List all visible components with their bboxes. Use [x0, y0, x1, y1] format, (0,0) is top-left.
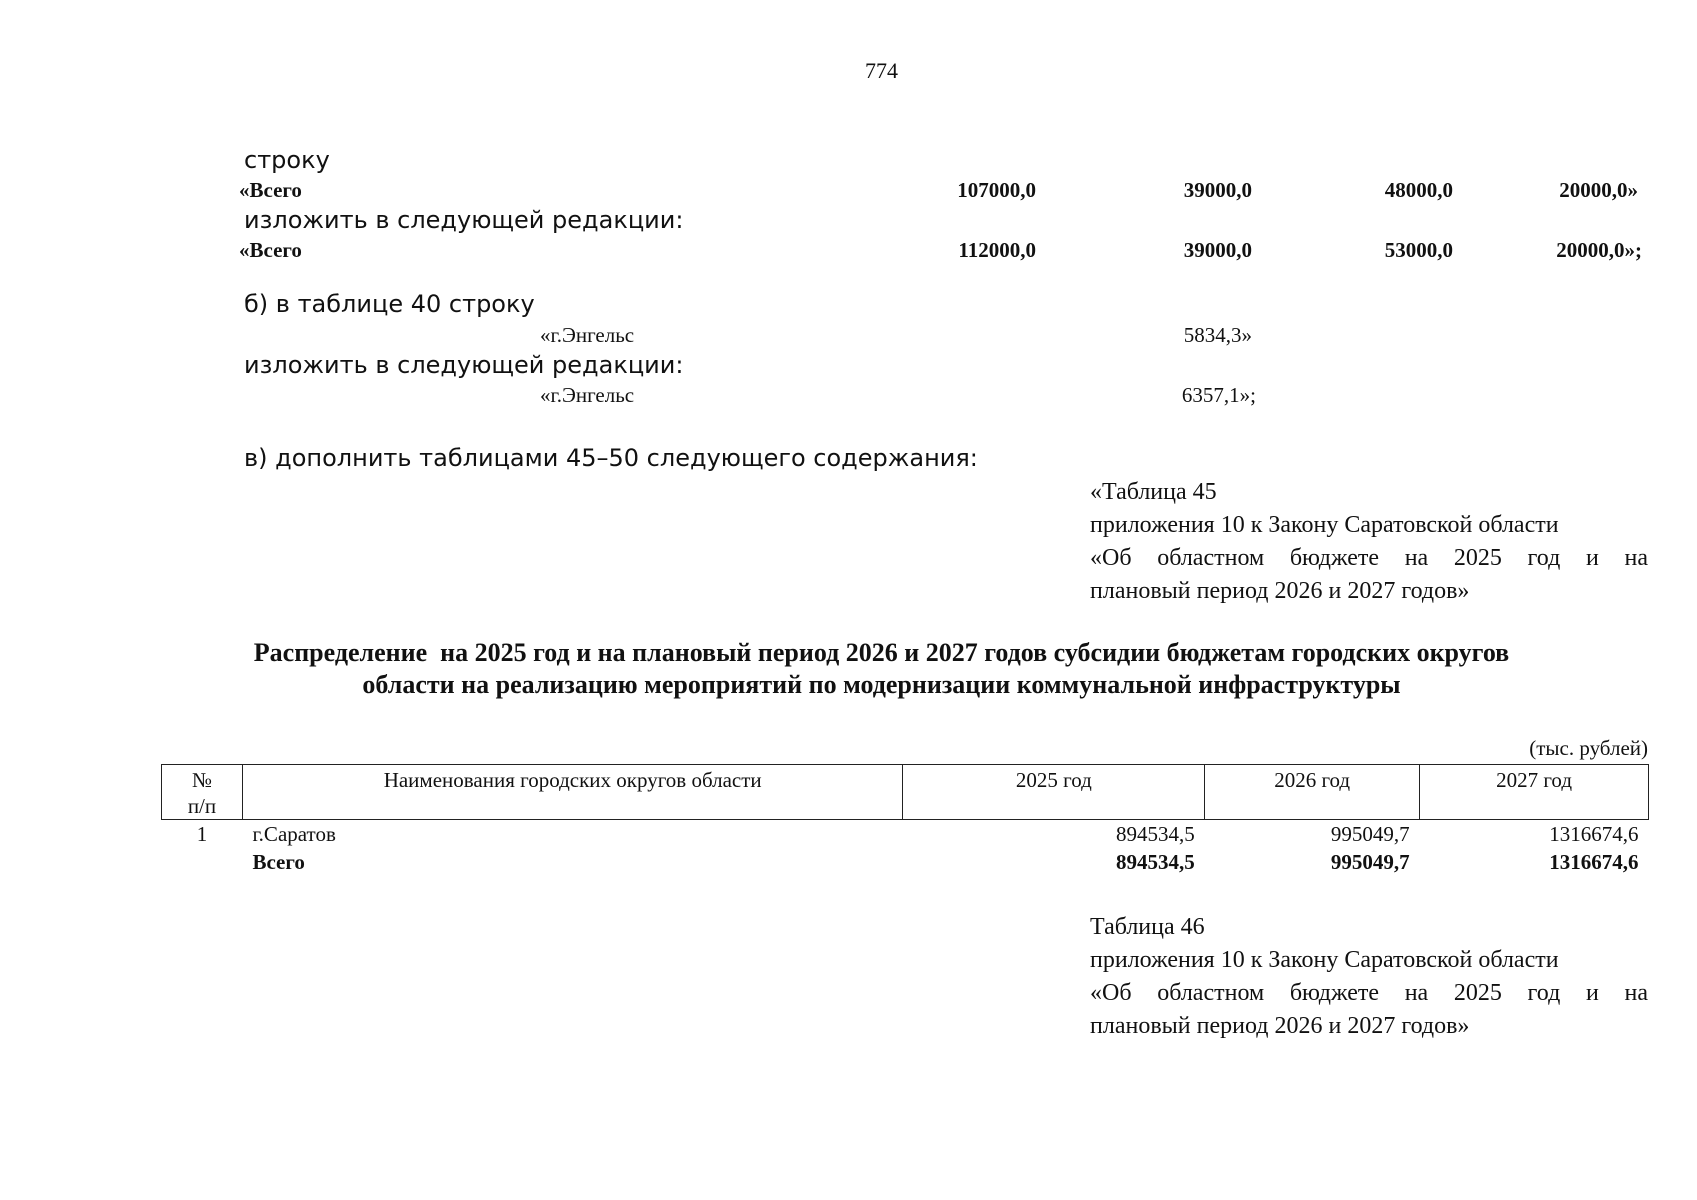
appendix46-reference	[1090, 911, 1648, 1043]
allocation-table	[161, 764, 1649, 876]
table-header-row	[162, 765, 1649, 820]
header-num	[162, 765, 243, 820]
amend1-old-label: «Всего	[239, 178, 302, 202]
total-2027: 1316674,6	[1549, 850, 1639, 874]
amend1-line1: строку	[244, 146, 330, 174]
table-row	[162, 820, 1649, 849]
amend1-new-v1: 112000,0	[958, 238, 1036, 262]
header-2025: 2025 год	[903, 765, 1205, 820]
heading-line1: Распределение на 2025 год и на плановый период 2026 и 2027 годов субсидии бюджетам городских округов	[253, 638, 1510, 667]
total-num	[162, 848, 243, 876]
amend3-line1: в) дополнить таблицами 45–50 следующего содержания:	[244, 444, 978, 472]
heading-line2: области на реализацию мероприятий по модернизации коммунальной инфраструктуры	[362, 670, 1401, 699]
row-2026: 995049,7	[1330, 822, 1410, 846]
amend2-old-label: «г.Энгельс	[540, 323, 635, 347]
table-total-row	[162, 848, 1649, 876]
total-name: Всего	[252, 850, 305, 874]
amend2-line1: б) в таблице 40 строку	[244, 290, 535, 318]
header-name: Наименования городских округов области	[242, 765, 902, 820]
appendix46-line1: Таблица 46	[1090, 914, 1205, 940]
table45-heading	[0, 637, 1697, 701]
appendix45-line4: плановый период 2026 и 2027 годов»	[1090, 578, 1470, 604]
appendix45-reference	[1090, 476, 1648, 608]
row-num: 1	[196, 822, 208, 846]
appendix45-line2: приложения 10 к Закону Саратовской области	[1090, 512, 1559, 538]
amend2-old-value: 5834,3»	[1183, 323, 1252, 347]
amend1-new-v2: 39000,0	[1183, 238, 1252, 262]
amend2-line2: изложить в следующей редакции:	[244, 351, 684, 379]
units-label: (тыс. рублей)	[1529, 736, 1648, 760]
amend1-old-v2: 39000,0	[1183, 178, 1252, 202]
appendix45-line3: «Об областном бюджете на 2025 год и на	[1090, 545, 1648, 571]
page-number: 774	[865, 58, 898, 83]
amend1-new-v3: 53000,0	[1384, 238, 1453, 262]
appendix46-line3: «Об областном бюджете на 2025 год и на	[1090, 980, 1648, 1006]
header-2026: 2026 год	[1205, 765, 1420, 820]
appendix46-line2: приложения 10 к Закону Саратовской области	[1090, 947, 1559, 973]
amend1-old-v3: 48000,0	[1384, 178, 1453, 202]
amend2-new-value: 6357,1»;	[1181, 383, 1256, 407]
header-num-line2: п/п	[187, 794, 217, 818]
header-num-line1: №	[191, 768, 212, 792]
header-2027: 2027 год	[1420, 765, 1649, 820]
row-name: г.Саратов	[252, 822, 336, 846]
total-2025: 894534,5	[1115, 850, 1195, 874]
amend1-old-v4: 20000,0»	[1559, 178, 1638, 202]
row-2027: 1316674,6	[1549, 822, 1639, 846]
total-2026: 995049,7	[1330, 850, 1410, 874]
amend2-new-label: «г.Энгельс	[540, 383, 635, 407]
appendix45-line1: «Таблица 45	[1090, 479, 1217, 505]
row-2025: 894534,5	[1115, 822, 1195, 846]
appendix46-line4: плановый период 2026 и 2027 годов»	[1090, 1013, 1470, 1039]
amend1-line2: изложить в следующей редакции:	[244, 206, 684, 234]
amend1-old-v1: 107000,0	[957, 178, 1036, 202]
amend1-new-label: «Всего	[239, 238, 302, 262]
amend1-new-v4: 20000,0»;	[1556, 238, 1642, 262]
